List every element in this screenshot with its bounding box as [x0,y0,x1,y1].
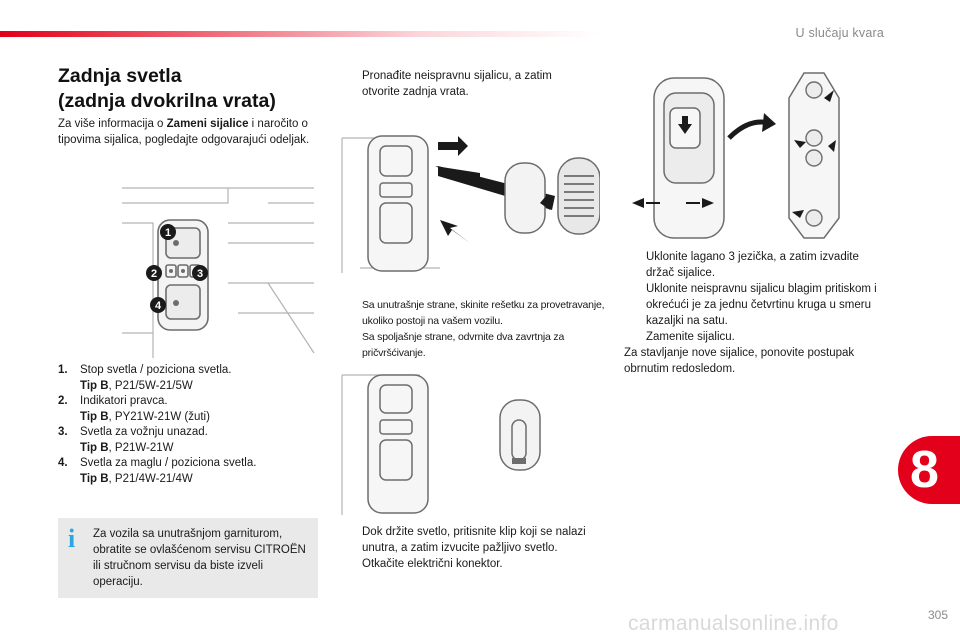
info-box [58,518,318,598]
legend-item-1 [58,363,320,394]
legend-item-3 [58,425,320,456]
legend-tip [80,379,232,395]
chapter-number: 8 [910,441,939,499]
section-title [58,64,276,114]
tip-value: , P21/4W-21/4W [108,472,193,485]
legend-number: 1. [58,364,68,376]
step-text: Zamenite sijalicu. [646,331,735,343]
lamp-cluster-figure [118,183,318,358]
steps-col2-top [340,68,580,100]
legend-number: 3. [58,426,68,438]
bulb-legend [58,363,320,487]
closing-text: Za stavljanje nove sijalice, ponovite postupak obrnutim redosledom. [624,347,855,375]
intro-text-start: Za više informacija o [58,118,167,130]
section-title-line2: (zadnja dvokrilna vrata) [58,90,276,112]
legend-number: 4. [58,457,68,469]
step-text: Pronađite neispravnu sijalicu, a zatim otvorite zadnja vrata. [362,70,552,98]
step-text: Dok držite svetlo, pritisnite klip koji se nalazi unutra, a zatim izvucite pažljivo svetlo. [362,526,586,554]
step-text: Otkačite električni konektor. [362,558,503,570]
info-text: Za vozila sa unutrašnjom garniturom, obratite se ovlašćenom servisu CITROËN ili stručnom servisu da biste izveli operaciju. [93,528,306,588]
tip-label: Tip B [80,379,109,392]
step-text: Sa unutrašnje strane, skinite rešetku za provetravanje, ukoliko postoji na vašem vozilu. [362,299,605,327]
step-text: Uklonite lagano 3 jezička, a zatim izvadite držač sijalice. [646,251,859,279]
steps-col2-mid [340,297,605,361]
bullet-icon [340,556,362,572]
tip-label: Tip B [80,410,109,423]
steps-col2-bottom [340,524,590,572]
intro-text-end: i naročito o tipovima sijalica, pogledajte odgovarajući odeljak. [58,118,310,146]
bulb-holder-figure [624,68,886,248]
bullet-icon [624,329,646,345]
callout-1: 1 [164,227,172,239]
tip-value: , P21W-21W [108,441,174,454]
legend-label: Stop svetla / poziciona svetla. [80,364,232,376]
callout-4: 4 [154,300,162,312]
step-text: Uklonite neispravnu sijalicu blagim pritiskom i okrećući je za jednu četvrtinu kruga u smeru kazaljki na satu. [646,283,877,327]
legend-tip [80,472,256,488]
legend-tip [80,441,208,457]
callout-3: 3 [196,268,204,280]
rear-door-screws-figure [340,128,600,278]
tip-value: , P21/5W-21/5W [108,379,193,392]
page-number: 305 [927,608,948,622]
legend-item-2 [58,394,320,425]
chapter-title: U slučaju kvara [795,26,884,40]
bullet-icon [340,297,362,329]
legend-tip [80,410,210,426]
watermark: carmanualsonline.info [628,612,839,635]
tip-label: Tip B [80,441,109,454]
info-icon: i [68,524,76,553]
lamp-clip-figure [340,370,600,520]
chapter-color-bar [0,31,600,37]
intro-paragraph [58,116,320,148]
bullet-icon [340,329,362,361]
bullet-icon [340,524,362,556]
legend-item-4 [58,456,320,487]
section-title-line1: Zadnja svetla [58,65,182,87]
legend-label: Svetla za maglu / poziciona svetla. [80,457,257,469]
legend-label: Indikatori pravca. [80,395,168,407]
chapter-number-tab [898,436,960,504]
legend-label: Svetla za vožnju unazad. [80,426,208,438]
bullet-icon [624,249,646,281]
intro-link-term: Zameni sijalice [166,118,249,130]
bullet-icon [340,68,362,100]
callout-2: 2 [150,268,158,280]
step-text: Sa spoljašnje strane, odvrnite dva zavrtnja za pričvršćivanje. [362,331,565,359]
steps-col3 [624,249,886,377]
legend-number: 2. [58,395,68,407]
tip-value: , PY21W-21W (žuti) [108,410,210,423]
tip-label: Tip B [80,472,109,485]
bullet-icon [624,281,646,329]
